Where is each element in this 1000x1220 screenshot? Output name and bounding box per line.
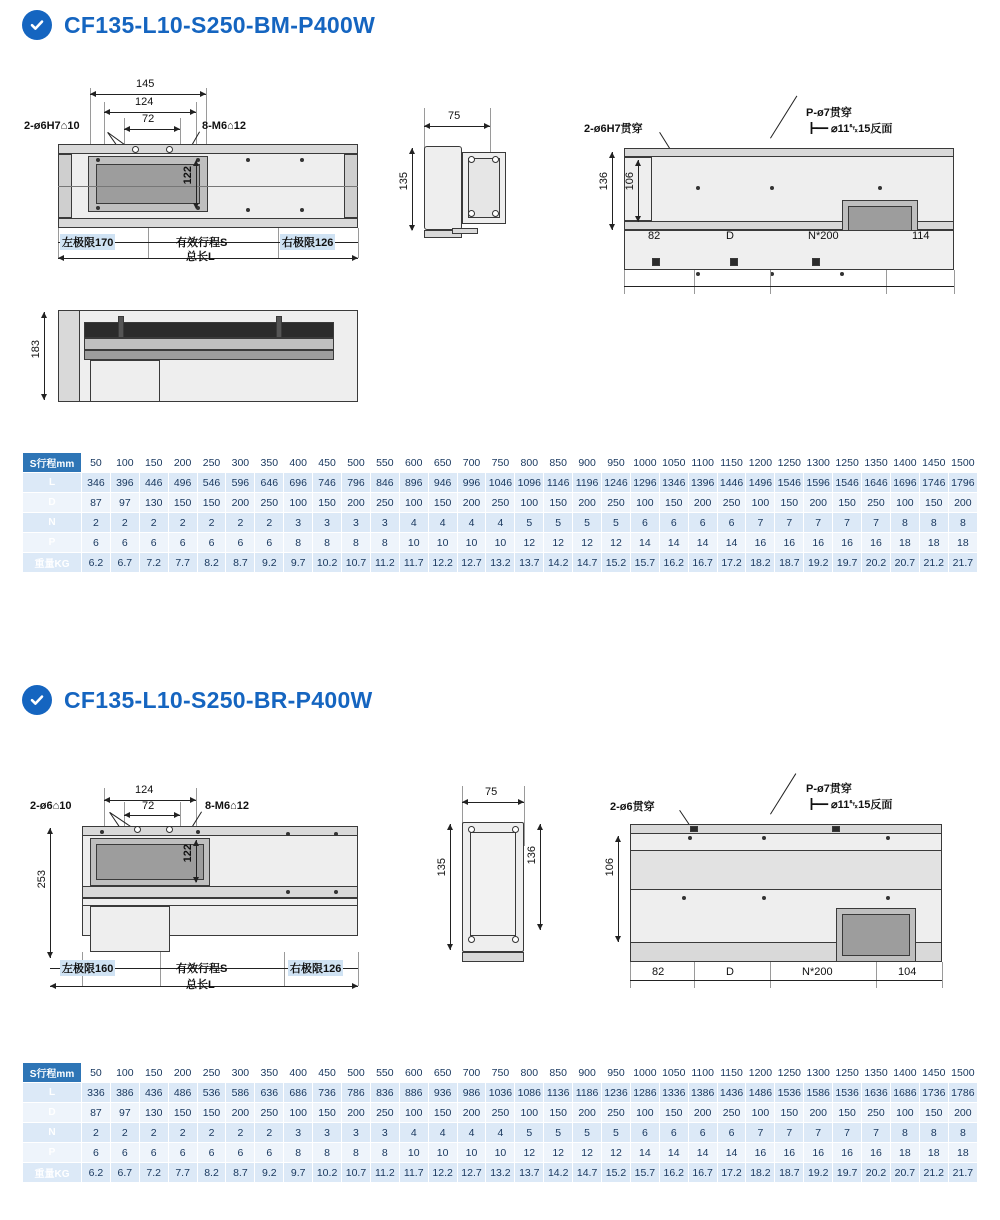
label-right-limit-br: 右极限126: [288, 960, 343, 976]
label-right-limit: 右极限126: [280, 234, 335, 250]
spec-table-br: [22, 1062, 978, 1183]
dim-104-br: 104: [898, 966, 917, 978]
callout-p-d7-through: P-ø7贯穿: [806, 107, 852, 119]
table-row-L: L 336 386 436 486 536 586 636 686 736 786 836 886 936 986 1036 1086 1136 1186 1236 1286 1336 1386 1436 1486 1536 1586 1536 1636 1686 1736 1786: [23, 1083, 978, 1103]
callout-d11-15-back: ┣━ ⌀11␂15反面: [806, 123, 893, 135]
label-effective-stroke: 有效行程S: [176, 237, 228, 249]
dim-82-br: 82: [652, 966, 665, 978]
callout-p-d7-through-br: P-ø7贯穿: [806, 783, 852, 795]
table-row-weight: 重量KG 6.2 6.7 7.2 7.7 8.2 8.7 9.2 9.7 10.2 10.7 11.2 11.7 12.2 12.7 13.2 13.7 14.2 14.7 15.2 15.7 16.2 16.7 17.2 18.2 18.7 19.2 19.7 20.2 20.7 21.2 21.7: [23, 1163, 978, 1183]
row-header-D: D: [23, 1103, 82, 1123]
dim-N200-br: N*200: [802, 966, 833, 978]
dim-D: D: [726, 230, 734, 242]
dim-72-br: 72: [142, 800, 155, 812]
dim-145: 145: [136, 78, 155, 90]
dim-114: 114: [912, 230, 930, 242]
dim-106: 106: [624, 172, 636, 191]
table-row-stroke: S行程mm 50 100 150 200 250 300 350 400 450 500 550 600 650 700 750 800 850 900 950 1000 1050 1100 1150 1200 1250 1300 1250 1350 1400 1450 1500: [23, 453, 978, 473]
row-header-P: P: [23, 533, 82, 553]
check-circle-icon: [22, 685, 52, 715]
row-header-D: D: [23, 493, 82, 513]
drawing-br: [0, 740, 1000, 1030]
dim-135-side-br: 135: [436, 858, 448, 877]
dim-72: 72: [142, 113, 155, 125]
label-left-limit: 左极限170: [60, 234, 115, 250]
row-header-stroke: S行程mm: [23, 1063, 82, 1083]
dim-136-side-br: 136: [526, 846, 538, 865]
table-row-N: N 2 2 2 2 2 2 2 3 3 3 3 4 4 4 4 5 5 5 5 6 6 6 6 7 7 7 7 7 8 8 8: [23, 1123, 978, 1143]
row-header-weight: 重量KG: [23, 1163, 82, 1183]
dim-122-br: 122: [182, 844, 194, 863]
callout-2-d6-10-br: 2-ø6⌂10: [30, 800, 72, 812]
drawing-bm: [0, 60, 1000, 430]
table-row-D: D 87 97 130 150 150 200 250 100 150 200 250 100 150 200 250 100 150 200 250 100 150 200 250 100 150 200 150 250 100 150 200: [23, 493, 978, 513]
page-title-bm: CF135-L10-S250-BM-P400W: [64, 11, 376, 38]
label-total-length-br: 总长L: [186, 979, 215, 991]
label-effective-stroke-br: 有效行程S: [176, 963, 228, 975]
dim-135-side: 135: [398, 172, 410, 191]
row-header-L: L: [23, 1083, 82, 1103]
section-heading-bm: [22, 10, 375, 40]
row-header-stroke: S行程mm: [23, 453, 82, 473]
callout-2-d6-through-br: 2-ø6贯穿: [610, 801, 655, 813]
table-row-weight: 重量KG 6.2 6.7 7.2 7.7 8.2 8.7 9.2 9.7 10.2 10.7 11.2 11.7 12.2 12.7 13.2 13.7 14.2 14.7 15.2 15.7 16.2 16.7 17.2 18.2 18.7 19.2 19.7 20.2 20.7 21.2 21.7: [23, 553, 978, 573]
callout-2-d6h7-through: 2-ø6H7贯穿: [584, 123, 643, 135]
table-row-L: L 346 396 446 496 546 596 646 696 746 796 846 896 946 996 1046 1096 1146 1196 1246 1296 1346 1396 1446 1496 1546 1596 1546 1646 1696 1746 1796: [23, 473, 978, 493]
dim-124-br: 124: [135, 784, 154, 796]
table-row-stroke: S行程mm 50 100 150 200 250 300 350 400 450 500 550 600 650 700 750 800 850 900 950 1000 1050 1100 1150 1200 1250 1300 1250 1350 1400 1450 1500: [23, 1063, 978, 1083]
table-row-P: P 6 6 6 6 6 6 6 8 8 8 8 10 10 10 10 12 12 12 12 14 14 14 14 16 16 16 16 16 18 18 18: [23, 533, 978, 553]
dim-75-side-br: 75: [485, 786, 498, 798]
check-circle-icon: [22, 10, 52, 40]
dim-124: 124: [135, 96, 154, 108]
callout-d11-15-back-br: ┣━ ⌀11␂15反面: [806, 799, 893, 811]
table-row-D: D 87 97 130 150 150 200 250 100 150 200 250 100 150 200 250 100 150 200 250 100 150 200 250 100 150 200 150 250 100 150 200: [23, 1103, 978, 1123]
dim-183: 183: [30, 340, 42, 359]
row-header-L: L: [23, 473, 82, 493]
callout-8-m6-12: 8-M6⌂12: [202, 120, 246, 132]
row-header-N: N: [23, 513, 82, 533]
callout-8-m6-12-br: 8-M6⌂12: [205, 800, 249, 812]
page-title-br: CF135-L10-S250-BR-P400W: [64, 686, 373, 713]
dim-136: 136: [598, 172, 610, 191]
dim-122: 122: [182, 166, 194, 185]
dim-N200: N*200: [808, 230, 839, 242]
section-heading-br: [22, 685, 373, 715]
dim-253: 253: [36, 870, 48, 889]
table-row-N: N 2 2 2 2 2 2 2 3 3 3 3 4 4 4 4 5 5 5 5 6 6 6 6 7 7 7 7 7 8 8 8: [23, 513, 978, 533]
row-header-weight: 重量KG: [23, 553, 82, 573]
label-left-limit-br: 左极限160: [60, 960, 115, 976]
dim-106-br: 106: [604, 858, 616, 877]
table-row-P: P 6 6 6 6 6 6 6 8 8 8 8 10 10 10 10 12 12 12 12 14 14 14 14 16 16 16 16 16 18 18 18: [23, 1143, 978, 1163]
dim-82: 82: [648, 230, 661, 242]
row-header-N: N: [23, 1123, 82, 1143]
label-total-length: 总长L: [186, 251, 215, 263]
callout-2-d6h7-10: 2-ø6H7⌂10: [24, 120, 80, 132]
spec-table-bm: [22, 452, 978, 573]
dim-75-side: 75: [448, 110, 461, 122]
row-header-P: P: [23, 1143, 82, 1163]
dim-D-br: D: [726, 966, 734, 978]
